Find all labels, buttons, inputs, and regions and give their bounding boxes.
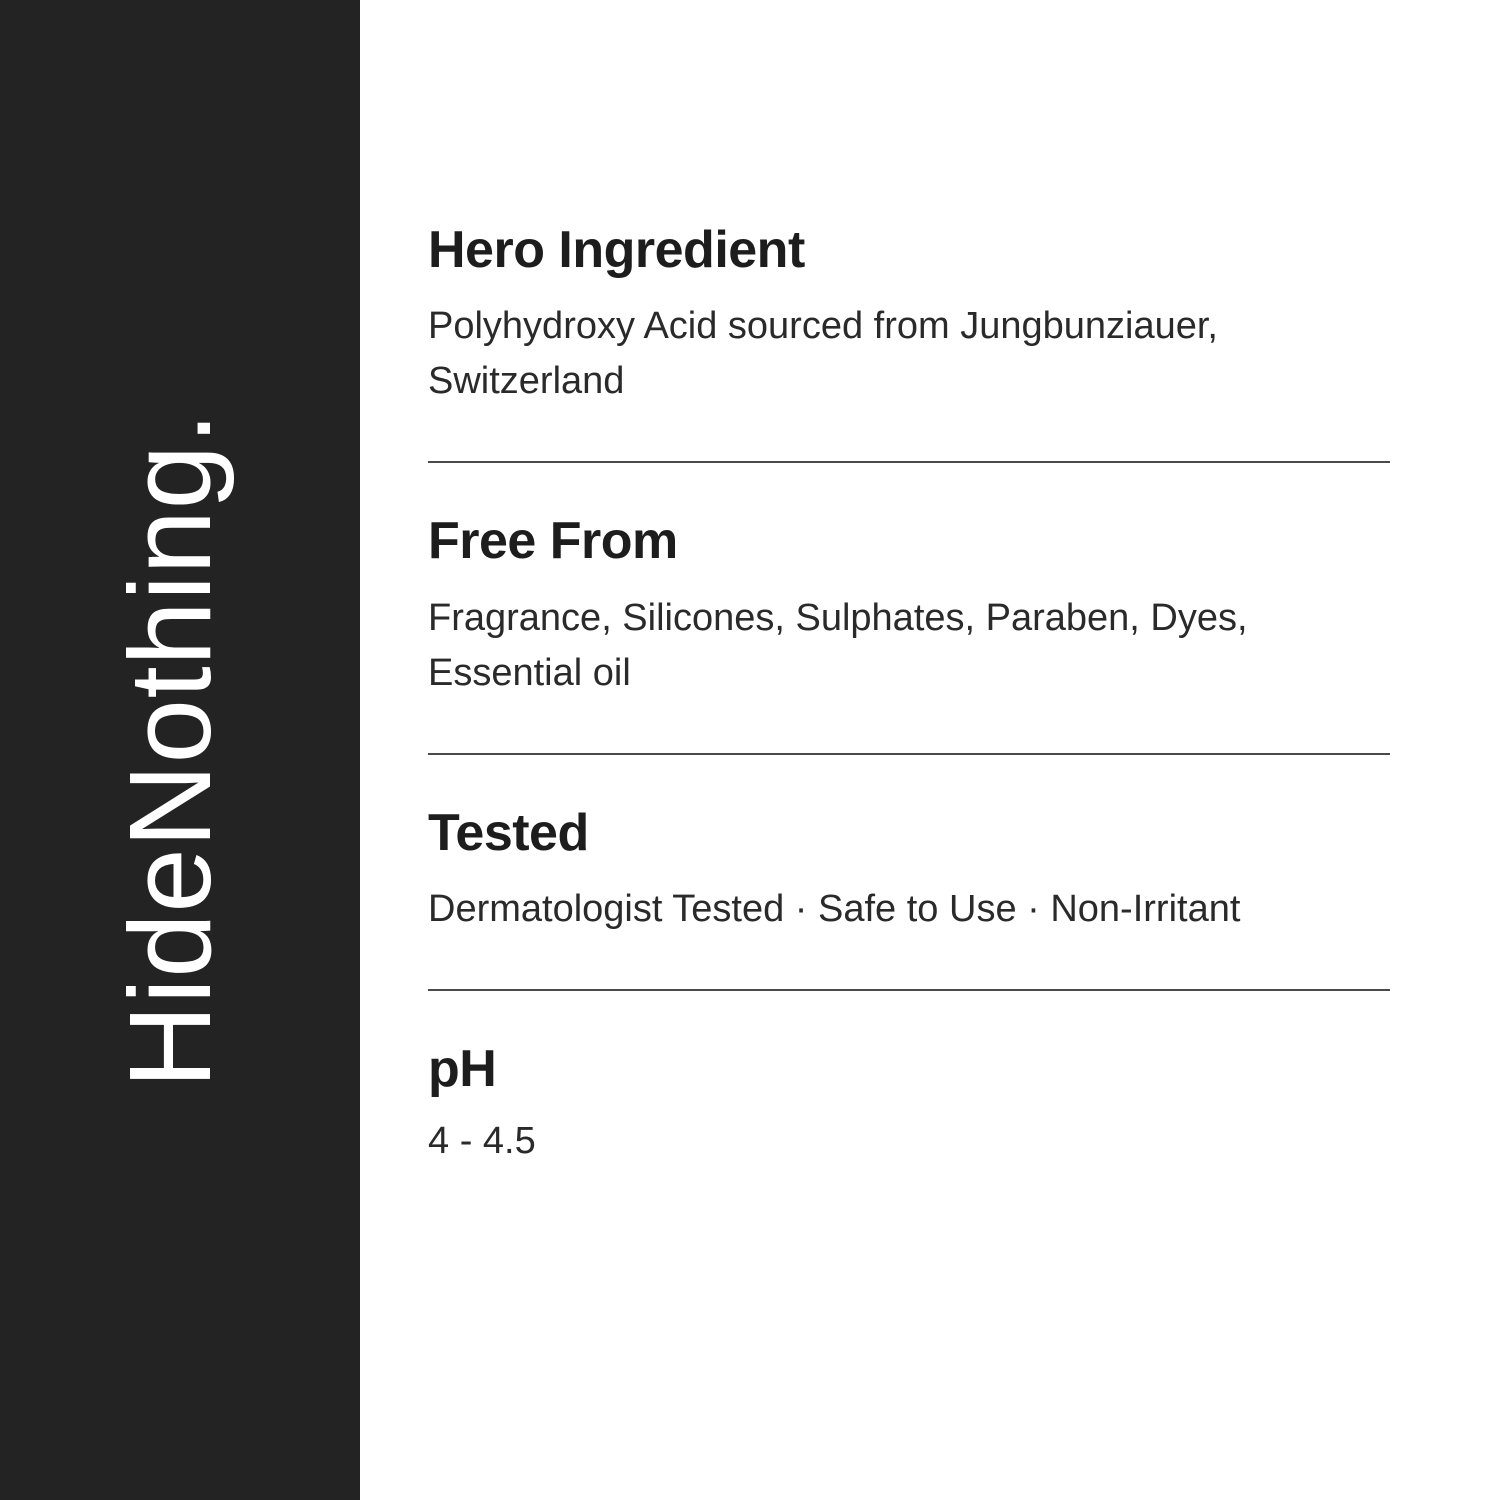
section-title-ph: pH [428,1040,497,1099]
divider-2 [428,753,1390,755]
section-title-hero-ingredient: Hero Ingredient [428,221,805,279]
section-title-tested: Tested [428,803,589,862]
section-body-hero-ingredient: Polyhydroxy Acid sourced from Jungbunziauer, Switzerland [428,305,1218,403]
section-title-free-from: Free From [428,512,678,571]
section-tested [428,805,1390,937]
section-ph [428,1041,1390,1169]
brand-name: HideNothing. [105,411,235,1089]
section-body-ph: 4 - 4.5 [428,1120,536,1163]
brand-band [0,0,360,1500]
section-hero-ingredient [428,222,1390,409]
section-body-free-from: Fragrance, Silicones, Sulphates, Paraben, Dyes, Essential oil [428,596,1248,694]
section-free-from [428,513,1390,700]
section-body-tested: Dermatologist Tested · Safe to Use · Non-Irritant [428,887,1241,930]
info-sections [360,0,1500,1500]
divider-1 [428,461,1390,463]
divider-3 [428,989,1390,991]
